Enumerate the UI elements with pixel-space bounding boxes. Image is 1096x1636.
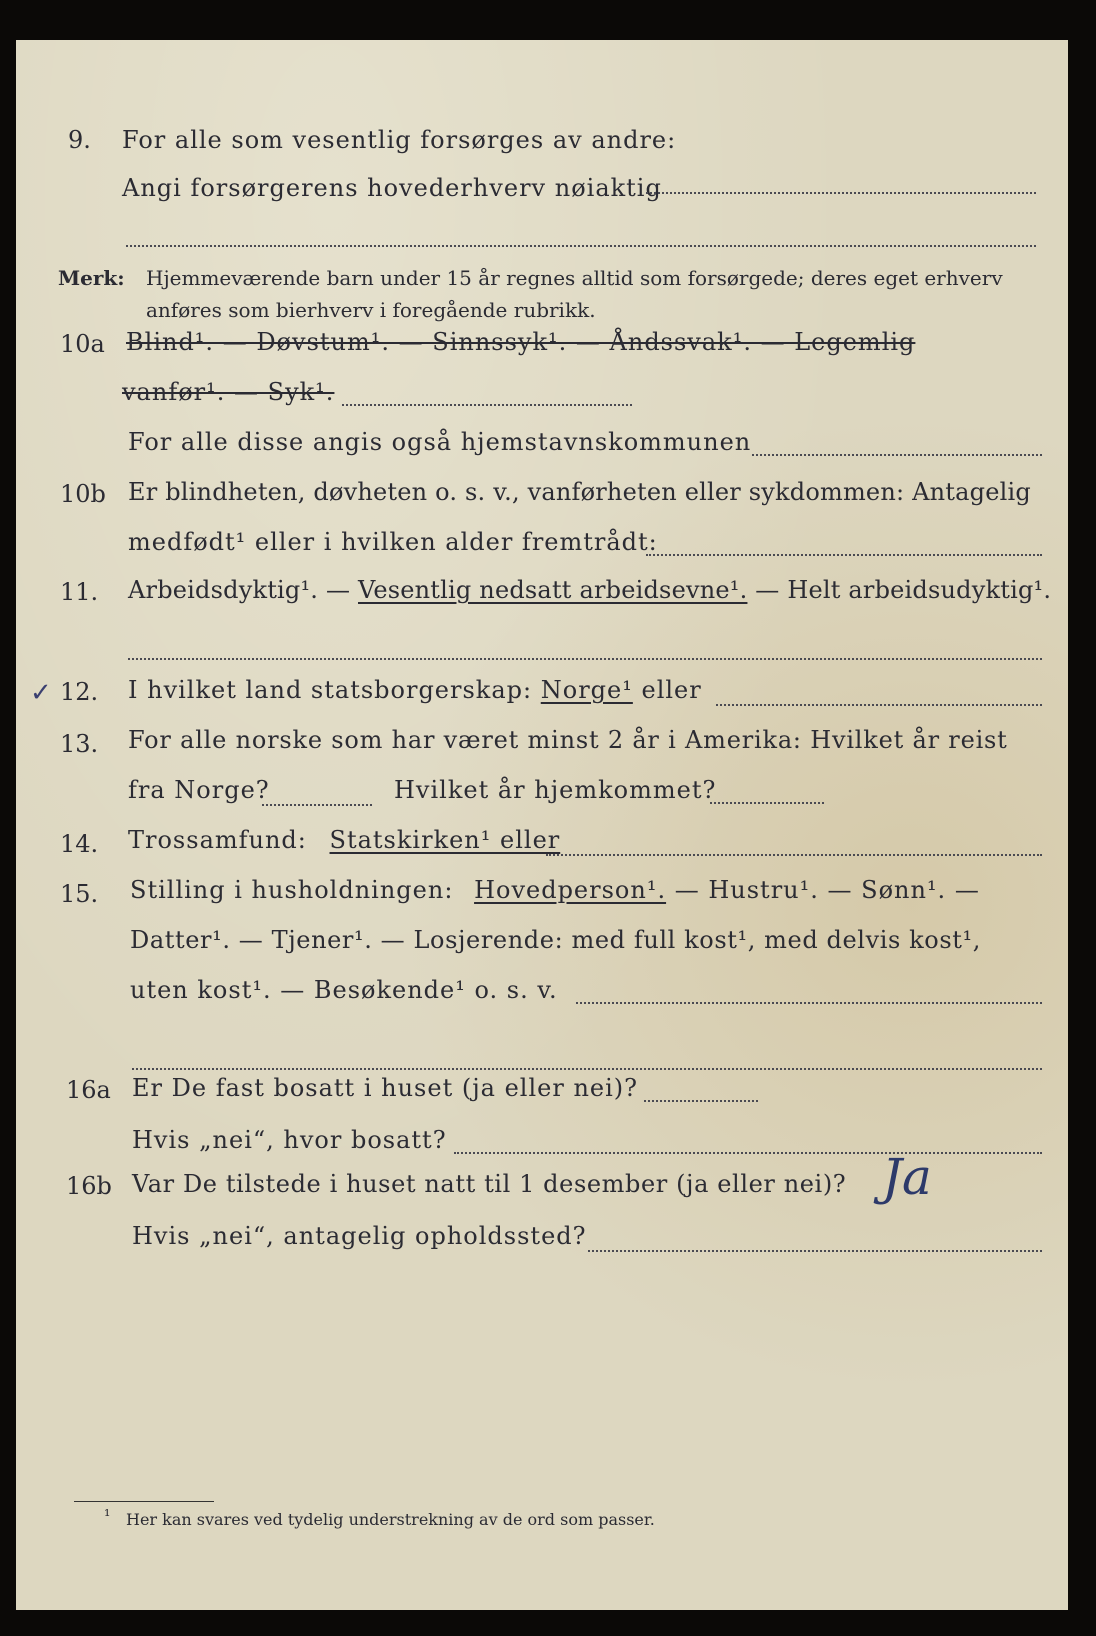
q11-underlined-answer: Vesentlig nedsatt arbeidsevne¹.: [358, 576, 748, 604]
q9-line2: Angi forsørgerens hovederhverv nøiaktig: [122, 174, 662, 202]
q9-answer-line[interactable]: [646, 192, 1036, 194]
q10b-line2: medfødt¹ eller i hvilken alder fremtrådt:: [128, 528, 658, 556]
q16a-line1: Er De fast bosatt i huset (ja eller nei)?: [132, 1074, 639, 1102]
q16b-handwritten-answer: Ja: [882, 1148, 932, 1206]
q10a-number: 10a: [60, 330, 105, 358]
q15-line1: [130, 876, 980, 904]
q12-part2: eller: [641, 676, 702, 704]
q9-number: 9.: [68, 126, 91, 154]
footnote-rule: [74, 1501, 214, 1502]
q16a-line2: Hvis „nei“, hvor bosatt?: [132, 1126, 447, 1154]
q11-part1: Arbeidsdyktig¹. —: [128, 576, 351, 604]
merk-label: Merk:: [58, 266, 125, 290]
q14-part1: Trossamfund:: [128, 826, 307, 854]
q10a-line2: vanfør¹. — Syk¹.: [122, 378, 335, 406]
q11-part2: — Helt arbeidsudyktig¹.: [755, 576, 1052, 604]
q12-line: [128, 676, 702, 704]
q11-number: 11.: [60, 578, 99, 606]
q10b-line1: Er blindheten, døvheten o. s. v., vanførheten eller sykdommen: Antagelig: [128, 478, 1031, 506]
q14-underlined-answer: Statskirken¹ eller: [329, 826, 561, 854]
merk-text: Hjemmeværende barn under 15 år regnes alltid som forsørgede; deres eget erhverv anføres som bierhverv i foregående rubrikk.: [146, 266, 1003, 322]
q13-number: 13.: [60, 730, 99, 758]
q11-answer-line[interactable]: [128, 658, 1042, 660]
q13-hjemkommet-line[interactable]: [710, 802, 824, 804]
q13-line2b: Hvilket år hjemkommet?: [394, 776, 717, 804]
q14-answer-line[interactable]: [546, 854, 1042, 856]
q15-underlined-answer: Hovedperson¹.: [474, 876, 667, 904]
q16b-answer-line[interactable]: [588, 1250, 1042, 1252]
q15-line2: Datter¹. — Tjener¹. — Losjerende: med full kost¹, med delvis kost¹,: [130, 926, 981, 954]
q13-reist-line[interactable]: [262, 804, 372, 806]
q14-line: [128, 826, 560, 854]
q15-part1: Stilling i husholdningen:: [130, 876, 454, 904]
q15-part2: — Hustru¹. — Sønn¹. —: [674, 876, 980, 904]
q15-number: 15.: [60, 880, 99, 908]
q12-number: 12.: [60, 678, 99, 706]
q10a-line3: For alle disse angis også hjemstavnskommunen: [128, 428, 752, 456]
census-form-page: [16, 40, 1068, 1610]
q10a-answer-line[interactable]: [342, 404, 632, 406]
q14-number: 14.: [60, 830, 99, 858]
q15-answer-line[interactable]: [576, 1002, 1042, 1004]
q15-answer-line-2[interactable]: [132, 1068, 1042, 1070]
checkmark-annotation: ✓: [30, 678, 52, 708]
q16a-answer-line[interactable]: [644, 1100, 758, 1102]
q9-line1: For alle som vesentlig forsørges av andre:: [122, 126, 677, 154]
q12-underlined-answer: Norge¹: [540, 676, 633, 704]
q16b-number: 16b: [66, 1172, 112, 1200]
q12-part1: I hvilket land statsborgerskap:: [128, 676, 533, 704]
q13-line2a: fra Norge?: [128, 776, 270, 804]
q12-answer-line[interactable]: [716, 704, 1042, 706]
footnote-text: Her kan svares ved tydelig understrekning av de ord som passer.: [126, 1510, 655, 1529]
q11-line: [128, 576, 1051, 604]
q9-answer-line-2[interactable]: [126, 245, 1036, 247]
footnote-mark: ¹: [104, 1506, 111, 1525]
q16b-line2: Hvis „nei“, antagelig opholdssted?: [132, 1222, 587, 1250]
q16b-line1: Var De tilstede i huset natt til 1 desember (ja eller nei)?: [132, 1170, 847, 1198]
q10a-line1: Blind¹. — Døvstum¹. — Sinnssyk¹. — Åndssvak¹. — Legemlig: [126, 328, 916, 356]
q15-line3: uten kost¹. — Besøkende¹ o. s. v.: [130, 976, 558, 1004]
q16a-number: 16a: [66, 1076, 111, 1104]
q13-line1: For alle norske som har været minst 2 år i Amerika: Hvilket år reist: [128, 726, 1008, 754]
q10b-number: 10b: [60, 480, 106, 508]
q16a-bosatt-line[interactable]: [454, 1152, 1042, 1154]
q10b-answer-line[interactable]: [646, 554, 1042, 556]
q10a-kommune-line[interactable]: [752, 454, 1042, 456]
